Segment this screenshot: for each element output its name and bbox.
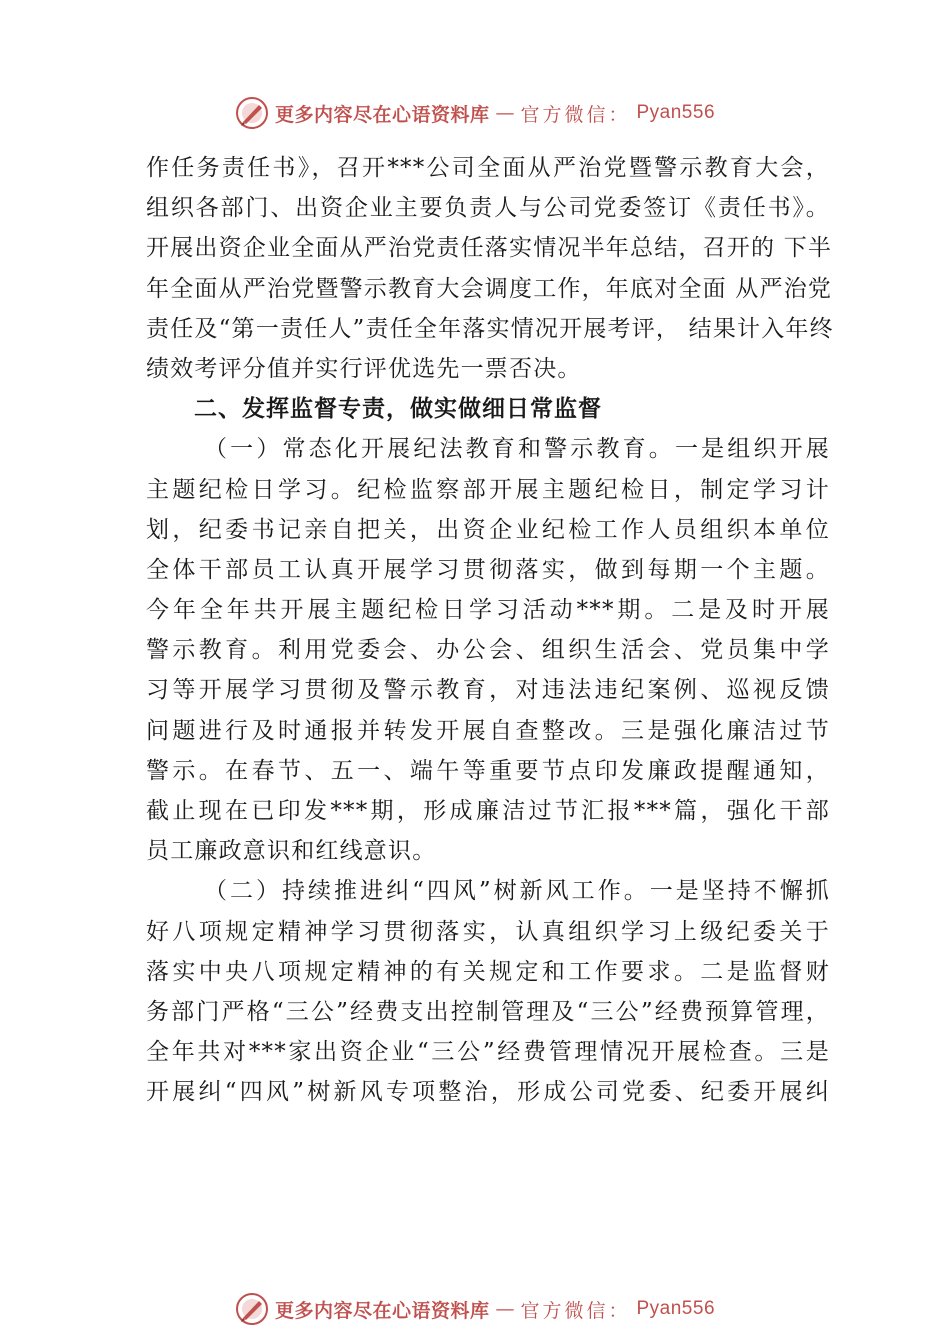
footer-watermark [0,1289,950,1329]
text-line: （二）持续推进纠“四风”树新风工作。一是坚持不懈抓 [204,878,830,905]
watermark-brand: 更多内容尽在心语资料库 [274,1299,490,1322]
text-line: 警示教育。利用党委会、办公会、组织生活会、党员集中学 [146,637,830,664]
text-line: 划，纪委书记亲自把关，出资企业纪检工作人员组织本单位 [146,516,830,543]
text-line: 组织各部门、出资企业主要负责人与公司党委签订《责任书》。 [146,195,830,222]
text-line: 年全面从严治党暨警示教育大会调度工作，年底对全面 从严治党 [146,275,833,302]
text-line: 全年共对***家出资企业“三公”经费管理情况开展检查。三是 [146,1039,830,1066]
text-line: 开展出资企业全面从严治党责任落实情况半年总结，召开的 下半 [146,235,833,262]
text-line: 今年全年共开展主题纪检日学习活动***期。二是及时开展 [146,597,830,624]
text-line: 落实中央八项规定精神的有关规定和工作要求。二是监督财 [146,958,830,985]
section-heading: 二、发挥监督专责，做实做细日常监督 [194,396,602,423]
text-line: 绩效考评分值并实行评优选先一票否决。 [146,355,582,382]
watermark-wechat-id: Pyan556 [636,1298,716,1319]
text-line: 作任务责任书》，召开***公司全面从严治党暨警示教育大会， [146,155,830,181]
text-line: 警示。在春节、五一、端午等重要节点印发廉政提醒通知， [146,757,830,784]
watermark-dash: — [495,102,515,124]
text-line: 问题进行及时通报并转发开展自查整改。三是强化廉洁过节 [146,717,830,744]
text-line: 全体干部员工认真开展学习贯彻落实，做到每期一个主题。 [146,556,830,583]
text-line: 截止现在已印发***期，形成廉洁过节汇报***篇，强化干部 [146,798,830,824]
watermark-label: 官方微信： [520,1299,631,1322]
watermark-label: 官方微信： [520,103,631,126]
watermark-dash: — [495,1298,515,1320]
text-line: 主题纪检日学习。纪检监察部开展主题纪检日，制定学习计 [146,476,830,503]
document-body [146,148,834,1113]
text-line: 好八项规定精神学习贯彻落实，认真组织学习上级纪委关于 [146,918,830,945]
text-line: 习等开展学习贯彻及警示教育，对违法违纪案例、巡视反馈 [146,677,830,704]
header-watermark [0,93,950,133]
text-line: 务部门严格“三公”经费支出控制管理及“三公”经费预算管理， [146,998,830,1025]
text-line: 开展纠“四风”树新风专项整治，形成公司党委、纪委开展纠 [146,1079,830,1106]
watermark-wechat-id: Pyan556 [636,102,716,123]
watermark-brand: 更多内容尽在心语资料库 [274,103,490,126]
quill-pen-logo-icon [235,1292,269,1326]
text-line: 员工廉政意识和红线意识。 [146,838,437,865]
text-line: （一）常态化开展纪法教育和警示教育。一是组织开展 [204,436,830,463]
quill-pen-logo-icon [235,96,269,130]
text-line: 责任及“第一责任人”责任全年落实情况开展考评， 结果计入年终 [146,315,834,342]
